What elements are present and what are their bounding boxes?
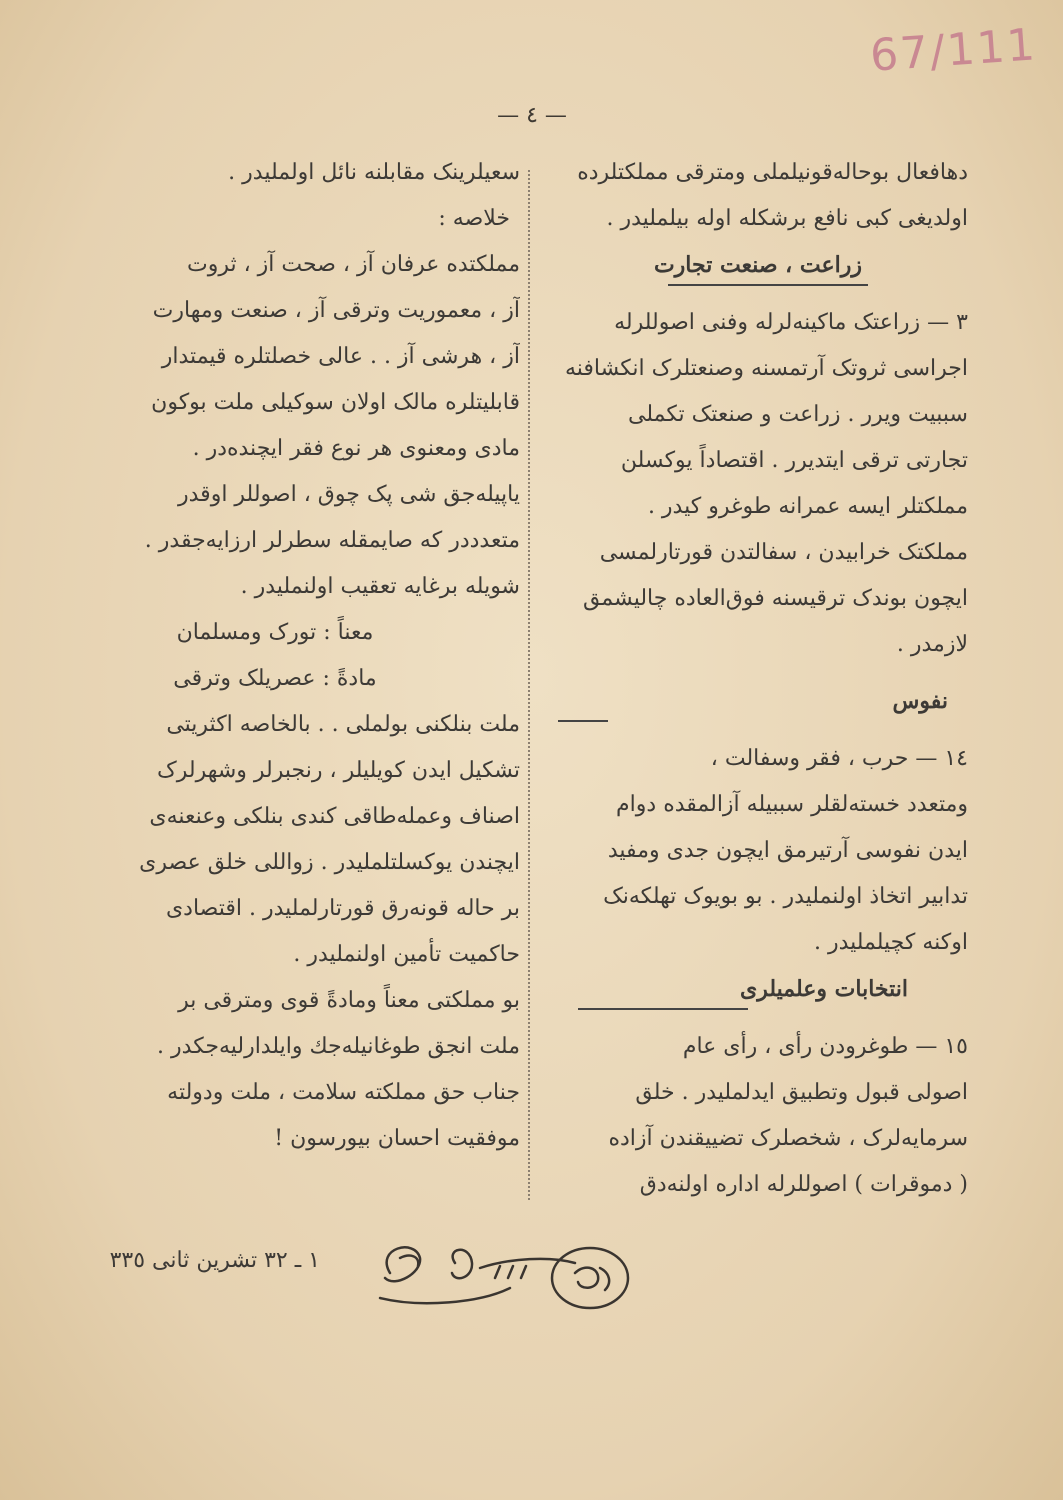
heading-underline bbox=[558, 720, 608, 722]
text-line: اوکنه کچیلملیدر . bbox=[813, 930, 968, 955]
text-line: آز ، هرشی آز . . عالی خصلتلره قیمتدار bbox=[161, 344, 520, 369]
text-line: تدابیر اتخاذ اولنملیدر . بو بویوک تهلکه‌نک bbox=[603, 884, 968, 909]
text-line: ٣ — زراعتک ماکینه‌لرله وفنی اصوللرله bbox=[614, 310, 968, 335]
text-line: ومتعدد خسته‌لقلر سببیله آزالمقده دوام bbox=[616, 792, 968, 817]
text-line: تجارتی ترقی ایتدیرر . اقتصاداً یوکسلن bbox=[620, 448, 968, 473]
document-date: ١ ـ ٣٢ تشرین ثانی ٣٣٥ bbox=[109, 1248, 320, 1273]
text-line: اجراسی ثروتک آرتمسنه وصنعتلرک انکشافنه bbox=[564, 356, 968, 381]
heading-underline bbox=[578, 1008, 748, 1010]
text-line: حاکمیت تأمین اولنملیدر . bbox=[293, 942, 520, 967]
text-line: سعیلرینک مقابلنه نائل اولملیدر . bbox=[228, 160, 520, 185]
section-heading-agriculture: زراعت ، صنعت تجارت bbox=[653, 252, 863, 278]
text-line: سببیت ویرر . زراعت و صنعتک تکملی bbox=[627, 402, 968, 427]
text-line: اولدیغی کبی نافع برشکله اوله بیلملیدر . bbox=[606, 206, 968, 231]
text-line: مادی ومعنوی هر نوع فقر ایچنده‌در . bbox=[192, 436, 520, 461]
text-line: ایدن نفوسی آرتیرمق ایچون جدی ومفید bbox=[607, 838, 968, 863]
text-line: متعدددر که صایمقله سطرلر ارزایه‌جقدر . bbox=[144, 528, 520, 553]
text-line: ١٤ — حرب ، فقر وسفالت ، bbox=[710, 746, 968, 771]
page-number: — ٤ — bbox=[497, 103, 567, 128]
text-line: بو مملکتی معناً ومادةً قوی ومترقی بر bbox=[178, 988, 520, 1013]
text-line: ایچندن یوکسلتلملیدر . زواللی خلق عصری bbox=[139, 850, 520, 875]
right-column bbox=[548, 150, 968, 1208]
summary-heading: خلاصه : bbox=[438, 206, 510, 231]
text-line: اصناف وعمله‌طاقی کندی بنلکی وعنعنه‌ی bbox=[149, 804, 520, 829]
text-line: لازمدر . bbox=[896, 632, 968, 657]
text-line: یاپیله‌جق شی پک چوق ، اصوللر اوقدر bbox=[178, 482, 520, 507]
text-line: ( دموقرات ) اصوللرله اداره اولنه‌دق bbox=[639, 1172, 968, 1197]
text-line: شویله برغایه تعقیب اولنملیدر . bbox=[240, 574, 520, 599]
text-line: مملکتده عرفان آز ، صحت آز ، ثروت bbox=[187, 252, 520, 277]
text-line: آز ، معموریت وترقی آز ، صنعت ومهارت bbox=[152, 298, 520, 323]
text-line: ملت انجق طوغانیله‌جك وایلدارلیه‌جکدر . bbox=[157, 1034, 520, 1059]
text-line: اصولی قبول وتطبیق ایدلملیدر . خلق bbox=[635, 1080, 968, 1105]
text-line: دهافعال بوحاله‌قونیلملی ومترقی مملکتلرده bbox=[577, 160, 968, 185]
text-line: تشکیل ایدن کویلیلر ، رنجبرلر وشهرلرک bbox=[157, 758, 520, 783]
section-heading-population: نفوس bbox=[892, 688, 948, 714]
section-heading-elections: انتخابات وعلمیلری bbox=[739, 976, 908, 1002]
text-line: ایچون بوندک ترقیسنه فوق‌العاده چالیشمق bbox=[583, 586, 968, 611]
text-line: ١٥ — طوغرودن رأی ، رأی عام bbox=[682, 1034, 968, 1059]
text-line: مملکتک خرابیدن ، سفالتدن قورتارلمسی bbox=[599, 540, 968, 565]
column-divider bbox=[528, 170, 530, 1200]
text-line: بر حاله قونه‌رق قورتارلملیدر . اقتصادی bbox=[165, 896, 520, 921]
text-line: جناب حق مملکته سلامت ، ملت ودولته bbox=[167, 1080, 520, 1105]
text-line: ملت بنلکنی بولملی . . بالخاصه اکثریتی bbox=[166, 712, 520, 737]
text-line-manen: معناً : تورک ومسلمان bbox=[176, 620, 374, 645]
signature-seal bbox=[360, 1228, 640, 1318]
left-column bbox=[90, 150, 520, 1162]
text-line: مملکتلر ایسه عمرانه طوغرو کیدر . bbox=[647, 494, 968, 519]
text-line-madden: مادةً : عصریلک وترقی bbox=[173, 666, 377, 691]
text-line: سرمایه‌لرک ، شخصلرک تضییقندن آزاده bbox=[608, 1126, 968, 1151]
archive-number-annotation: 67/111 bbox=[868, 19, 1039, 82]
text-line: قابلیتلره مالک اولان سوکیلی ملت بوکون bbox=[151, 390, 520, 415]
text-line: موفقیت احسان بیورسون ! bbox=[274, 1126, 520, 1151]
